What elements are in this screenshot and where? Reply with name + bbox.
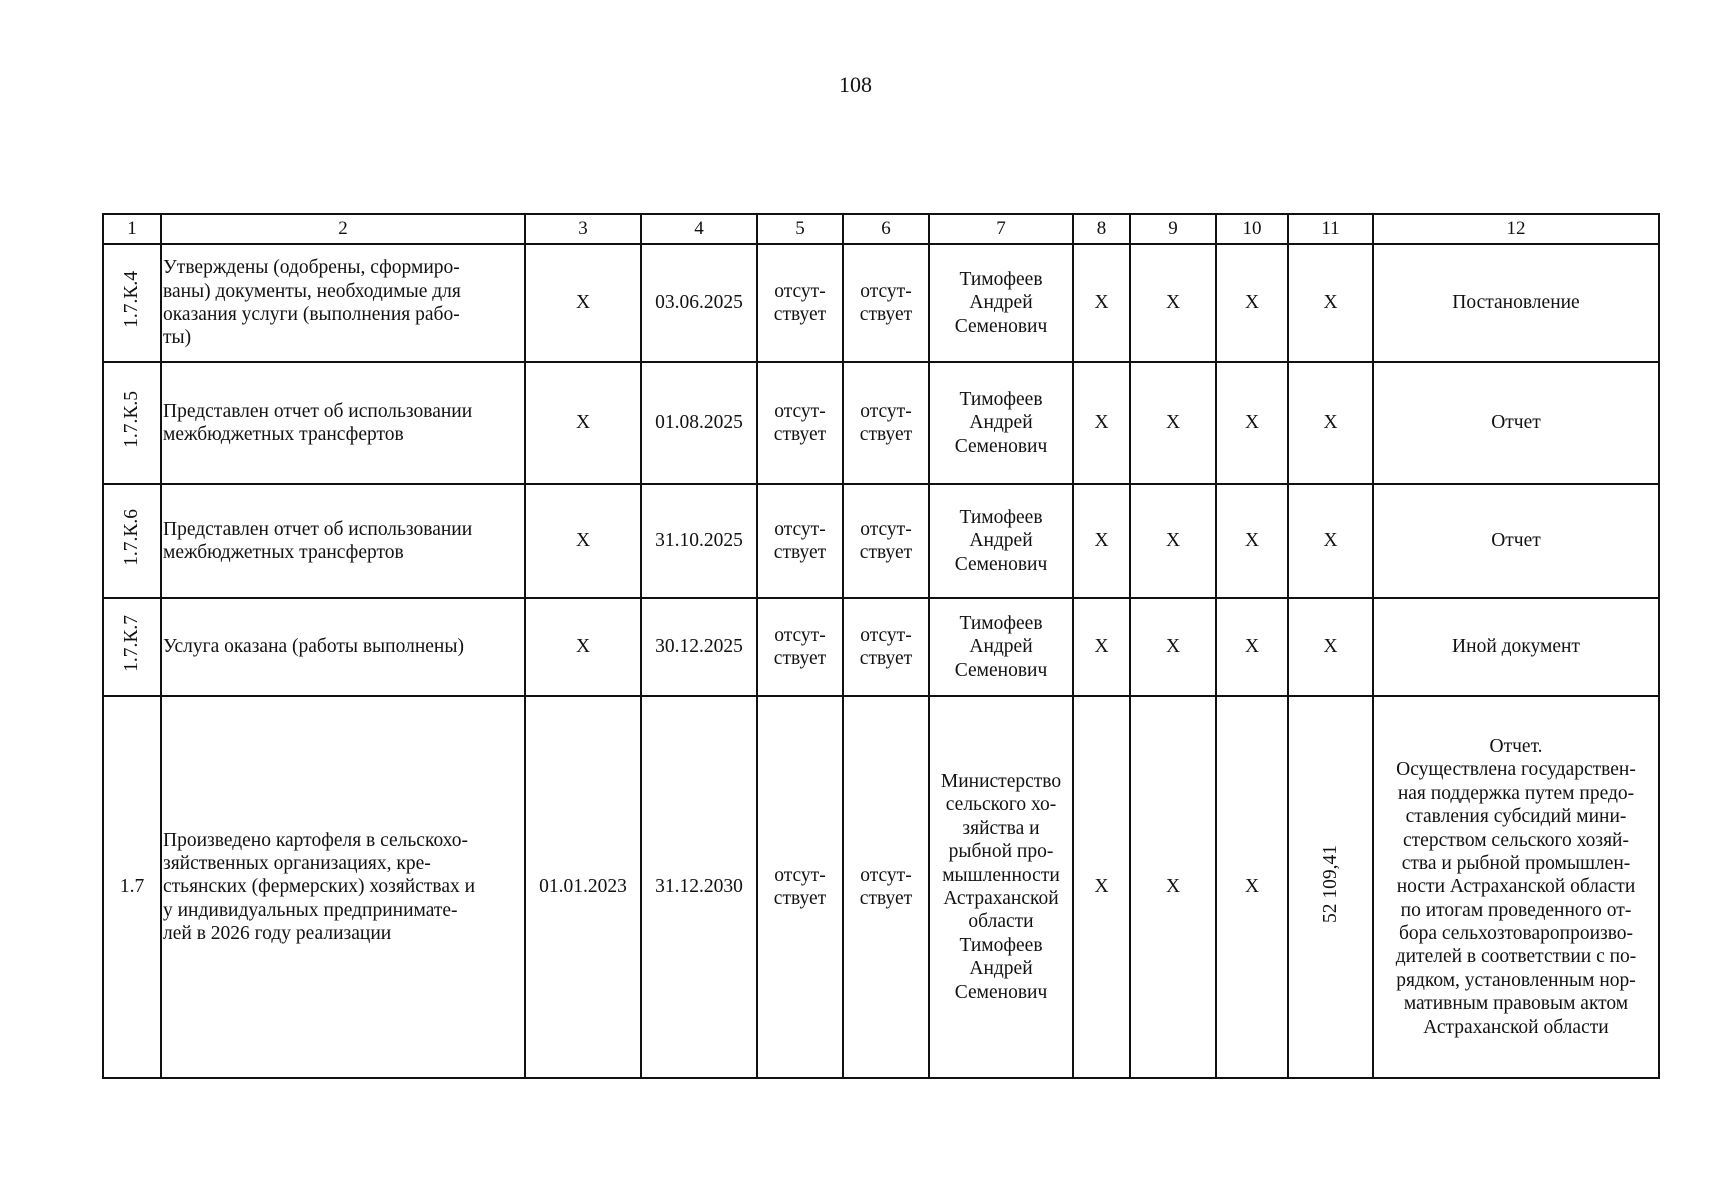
- row-col4: 01.08.2025: [641, 362, 757, 484]
- row-col9: X: [1130, 598, 1216, 696]
- row-document: Отчет: [1373, 484, 1659, 598]
- table-row: [103, 484, 1659, 598]
- row-responsible: Тимофеев Андрей Семенович: [929, 362, 1073, 484]
- table-row: [103, 244, 1659, 362]
- row-col11: [1288, 696, 1373, 1078]
- row-col10: X: [1216, 362, 1288, 484]
- row-col4: 30.12.2025: [641, 598, 757, 696]
- row-col10: X: [1216, 696, 1288, 1078]
- row-name-cell: Произведено картофеля в сельскохо- зяйственных организациях, кре- стьянских (фермерских) хозяйствах и у индивидуальных предпринимате- лей в 2026 году реализации: [161, 696, 525, 1078]
- row-col6: отсут- ствует: [843, 598, 929, 696]
- table-row: [103, 362, 1659, 484]
- header-cell: 11: [1288, 214, 1373, 244]
- row-col4: 31.12.2030: [641, 696, 757, 1078]
- row-col4: 31.10.2025: [641, 484, 757, 598]
- row-name-cell: Утверждены (одобрены, сформиро- ваны) документы, необходимые для оказания услуги (выполнения рабо- ты): [161, 244, 525, 362]
- row-col6: отсут- ствует: [843, 362, 929, 484]
- row-col9: X: [1130, 696, 1216, 1078]
- header-cell: 8: [1073, 214, 1130, 244]
- row-code: 1.7: [119, 876, 145, 898]
- row-col8: X: [1073, 362, 1130, 484]
- row-responsible: Тимофеев Андрей Семенович: [929, 484, 1073, 598]
- row-name-cell: Представлен отчет об использовании межбюджетных трансфертов: [161, 362, 525, 484]
- header-cell: 10: [1216, 214, 1288, 244]
- row-responsible: Тимофеев Андрей Семенович: [929, 244, 1073, 362]
- row-responsible: Тимофеев Андрей Семенович: [929, 598, 1073, 696]
- row-col5: отсут- ствует: [757, 362, 843, 484]
- plan-table: [102, 213, 1660, 1079]
- row-code: 1.7.К.7: [121, 615, 143, 673]
- row-code-cell: [103, 696, 161, 1078]
- row-code: 1.7.К.4: [121, 271, 143, 329]
- row-code-cell: [103, 484, 161, 598]
- header-cell: 9: [1130, 214, 1216, 244]
- row-col3: X: [525, 598, 641, 696]
- row-col5: отсут- ствует: [757, 244, 843, 362]
- row-col4: 03.06.2025: [641, 244, 757, 362]
- row-name-cell: Представлен отчет об использовании межбюджетных трансфертов: [161, 484, 525, 598]
- row-name-cell: Услуга оказана (работы выполнены): [161, 598, 525, 696]
- header-cell: 12: [1373, 214, 1659, 244]
- row-code: 1.7.К.5: [121, 391, 143, 449]
- row-document: Отчет: [1373, 362, 1659, 484]
- row-document: Постановление: [1373, 244, 1659, 362]
- row-code: 1.7.К.6: [121, 509, 143, 567]
- row-col11: X: [1288, 244, 1373, 362]
- row-responsible: Министерство сельского хо- зяйства и рыбной про- мышленности Астраханской области Тимофеев Андрей Семенович: [929, 696, 1073, 1078]
- row-col5: отсут- ствует: [757, 598, 843, 696]
- row-col8: X: [1073, 484, 1130, 598]
- row-col8: X: [1073, 244, 1130, 362]
- table-row: [103, 696, 1659, 1078]
- header-cell: 5: [757, 214, 843, 244]
- row-col3: X: [525, 244, 641, 362]
- row-col6: отсут- ствует: [843, 696, 929, 1078]
- row-col11: X: [1288, 362, 1373, 484]
- header-cell: 7: [929, 214, 1073, 244]
- row-document: Иной документ: [1373, 598, 1659, 696]
- row-col5: отсут- ствует: [757, 484, 843, 598]
- table-header-row: [103, 214, 1659, 244]
- row-col10: X: [1216, 484, 1288, 598]
- row-col6: отсут- ствует: [843, 484, 929, 598]
- header-cell: 4: [641, 214, 757, 244]
- row-col9: X: [1130, 484, 1216, 598]
- page-number: 108: [839, 72, 872, 97]
- row-col3: X: [525, 362, 641, 484]
- row-amount: 52 109,41: [1319, 844, 1341, 923]
- row-code-cell: [103, 362, 161, 484]
- row-col10: X: [1216, 244, 1288, 362]
- row-code-cell: [103, 244, 161, 362]
- row-document: Отчет. Осуществлена государствен- ная поддержка путем предо- ставления субсидий мини- стерством сельского хозяй- ства и рыбной промышлен- ности Астраханской области по итогам проведенного от- бора сельхозтоваропроизво- дителей в соответствии с по- рядком, установленным нор- мативным правовым актом Астраханской области: [1373, 696, 1659, 1078]
- header-cell: 2: [161, 214, 525, 244]
- table-row: [103, 598, 1659, 696]
- header-cell: 1: [103, 214, 161, 244]
- row-col3: 01.01.2023: [525, 696, 641, 1078]
- row-col3: X: [525, 484, 641, 598]
- row-col11: X: [1288, 598, 1373, 696]
- row-col10: X: [1216, 598, 1288, 696]
- header-cell: 6: [843, 214, 929, 244]
- row-col9: X: [1130, 362, 1216, 484]
- row-col8: X: [1073, 696, 1130, 1078]
- row-col5: отсут- ствует: [757, 696, 843, 1078]
- row-col11: X: [1288, 484, 1373, 598]
- row-col6: отсут- ствует: [843, 244, 929, 362]
- row-col8: X: [1073, 598, 1130, 696]
- row-col9: X: [1130, 244, 1216, 362]
- row-code-cell: [103, 598, 161, 696]
- header-cell: 3: [525, 214, 641, 244]
